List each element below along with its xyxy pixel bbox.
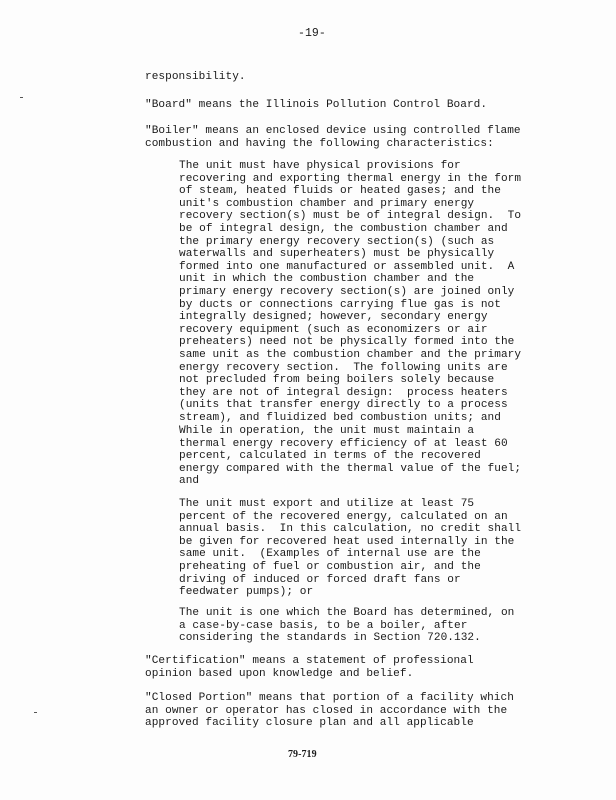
- text-line: be of integral design, the combustion chamber and: [179, 223, 508, 235]
- text-line: percent, calculated in terms of the recovered: [179, 450, 481, 463]
- text-line: "Board" means the Illinois Pollution Control Board.: [145, 99, 488, 111]
- text-line: recovery section(s) must be of integral design. To: [179, 210, 522, 223]
- text-line: recovery equipment (such as economizers or air: [179, 323, 488, 336]
- text-line: waterwalls and superheaters) must be physically: [179, 248, 495, 261]
- text-line: While in operation, the unit must maintain a: [179, 425, 475, 437]
- text-line: The unit is one which the Board has determined, on: [179, 607, 515, 619]
- text-line: The unit must have physical provisions for: [179, 160, 461, 172]
- footer-code: 79-719: [288, 749, 317, 760]
- page-number: -19-: [298, 27, 326, 40]
- text-line: driving of induced or forced draft fans or: [179, 573, 461, 586]
- text-line: same unit as the combustion chamber and the primary: [179, 349, 522, 361]
- text-line: thermal energy recovery efficiency of at least 60: [179, 437, 508, 450]
- text-line: preheating of fuel or combustion air, and the: [179, 561, 481, 573]
- text-line: stream), and fluidized bed combustion units; and: [179, 412, 501, 424]
- text-line: preheaters) need not be physically formed into the: [179, 336, 515, 349]
- text-line: an owner or operator has closed in accordance with the: [145, 704, 508, 717]
- text-line: considering the standards in Section 720.132.: [179, 632, 481, 645]
- text-line: integrally designed; however, secondary energy: [179, 311, 488, 324]
- text-line: "Boiler" means an enclosed device using controlled flame: [145, 125, 521, 137]
- text-line: "Certification" means a statement of professional: [145, 655, 474, 667]
- text-line: recovering and exporting thermal energy in the form: [179, 172, 522, 185]
- text-line: a case-by-case basis, to be a boiler, after: [179, 619, 468, 632]
- text-line: unit in which the combustion chamber and the: [179, 273, 475, 286]
- text-line: of steam, heated fluids or heated gases; and the: [179, 185, 501, 198]
- text-line: energy recovery section. The following units are: [179, 361, 508, 374]
- text-line: they are not of integral design: process heaters: [179, 386, 508, 399]
- text-line: responsibility.: [145, 71, 246, 83]
- text-line: primary energy recovery section(s) are joined only: [179, 286, 515, 298]
- text-line: annual basis. In this calculation, no credit shall: [179, 523, 522, 536]
- text-line: and: [179, 475, 200, 488]
- text-line: combustion and having the following characteristics:: [145, 137, 494, 150]
- text-line: approved facility closure plan and all applicable: [145, 717, 474, 730]
- text-line: be given for recovered heat used internally in the: [179, 535, 515, 548]
- text-line: same unit. (Examples of internal use are the: [179, 548, 481, 561]
- text-line: not precluded from being boilers solely because: [179, 374, 495, 387]
- text-line: formed into one manufactured or assembled unit. A: [179, 260, 515, 273]
- text-line: unit's combustion chamber and primary energy: [179, 197, 475, 210]
- text-line: The unit must export and utilize at least 75: [179, 498, 475, 510]
- text-line: energy compared with the thermal value of the fuel;: [179, 462, 522, 475]
- text-line: (units that transfer energy directly to a process: [179, 399, 508, 412]
- scan-speck: [34, 712, 37, 713]
- text-line: percent of the recovered energy, calculated on an: [179, 510, 508, 523]
- text-line: "Closed Portion" means that portion of a facility which: [145, 692, 514, 704]
- text-line: the primary energy recovery section(s) (such as: [179, 235, 495, 248]
- text-line: opinion based upon knowledge and belief.: [145, 667, 414, 680]
- scan-speck: [20, 97, 23, 98]
- text-line: feedwater pumps); or: [179, 586, 314, 599]
- text-line: by ducts or connections carrying flue gas is not: [179, 298, 501, 311]
